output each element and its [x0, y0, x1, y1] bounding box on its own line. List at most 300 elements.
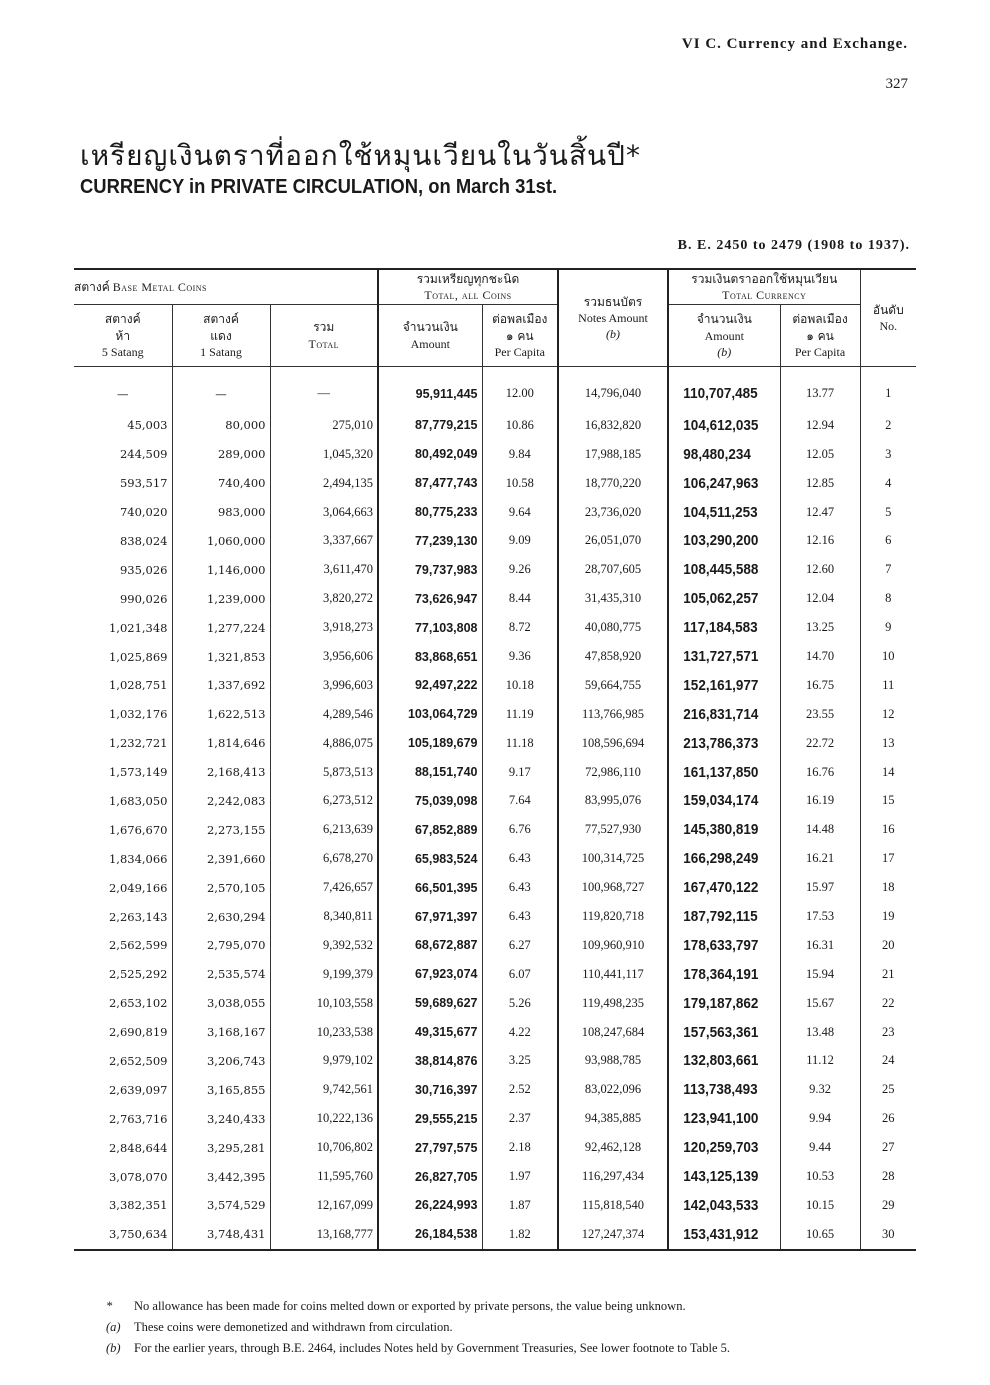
cell-1-satang: 1,060,000	[172, 527, 270, 556]
cell-coins-total: 3,820,272	[270, 584, 378, 613]
cell-currency-per-capita: 12.16	[780, 527, 860, 556]
cell-currency-amount: 161,137,850	[668, 758, 769, 787]
cell-coins-per-capita: 11.19	[482, 700, 558, 729]
cell-notes-amount: 14,796,040	[558, 366, 668, 411]
cell-1-satang: 1,622,513	[172, 700, 270, 729]
cell-coins-per-capita: 6.43	[482, 873, 558, 902]
cell-currency-per-capita: 10.65	[780, 1220, 860, 1250]
table-row	[74, 671, 916, 700]
cell-currency-per-capita: 16.19	[780, 787, 860, 816]
table-row	[74, 366, 916, 411]
cell-currency-amount: 123,941,100	[668, 1104, 769, 1133]
header-notes: รวมธนบัตร Notes Amount (b)	[558, 269, 668, 366]
cell-row-no: 8	[860, 584, 916, 613]
cell-currency-amount: 178,633,797	[668, 931, 769, 960]
cell-row-no: 10	[860, 642, 916, 671]
table-row	[74, 931, 916, 960]
cell-5-satang: 2,652,509	[108, 1053, 168, 1068]
table-row	[74, 960, 916, 989]
cell-currency-per-capita: 9.44	[780, 1133, 860, 1162]
cell-1-satang: 1,239,000	[172, 584, 270, 613]
header-base-metal-coins: สตางค์ Base Metal Coins	[74, 269, 378, 305]
currency-table-container	[74, 268, 916, 1251]
cell-1-satang: 3,165,855	[172, 1075, 270, 1104]
cell-currency-per-capita: 13.77	[780, 366, 860, 411]
cell-5-satang: 2,653,102	[108, 996, 168, 1011]
cell-coins-amount: 79,737,983	[378, 555, 482, 584]
cell-currency-amount: 132,803,661	[668, 1047, 769, 1076]
cell-currency-amount: 159,034,174	[668, 787, 769, 816]
cell-coins-per-capita: 1.87	[482, 1191, 558, 1220]
cell-coins-per-capita: 10.86	[482, 411, 558, 440]
cell-notes-amount: 92,462,128	[558, 1133, 668, 1162]
cell-coins-per-capita: 10.18	[482, 671, 558, 700]
cell-1-satang: 3,295,281	[172, 1133, 270, 1162]
cell-currency-amount: 152,161,977	[668, 671, 769, 700]
cell-coins-total: 3,996,603	[270, 671, 378, 700]
cell-coins-total: 1,045,320	[270, 440, 378, 469]
cell-coins-total: 4,886,075	[270, 729, 378, 758]
cell-row-no: 14	[860, 758, 916, 787]
cell-currency-per-capita: 10.15	[780, 1191, 860, 1220]
cell-1-satang: 3,168,167	[172, 1018, 270, 1047]
cell-5-satang: 2,690,819	[108, 1025, 168, 1040]
cell-currency-amount: 216,831,714	[668, 700, 769, 729]
cell-coins-amount: 30,716,397	[378, 1075, 482, 1104]
table-row	[74, 1191, 916, 1220]
cell-currency-amount: 104,612,035	[668, 411, 769, 440]
cell-notes-amount: 23,736,020	[558, 498, 668, 527]
cell-1-satang: 3,442,395	[172, 1162, 270, 1191]
table-row	[74, 758, 916, 787]
table-row	[74, 700, 916, 729]
cell-coins-per-capita: 6.27	[482, 931, 558, 960]
header-total-currency: รวมเงินตราออกใช้หมุนเวียน Total Currency	[668, 269, 860, 305]
cell-row-no: 23	[860, 1018, 916, 1047]
cell-1-satang: —	[172, 366, 270, 411]
cell-row-no: 22	[860, 989, 916, 1018]
cell-5-satang: —	[117, 386, 129, 401]
cell-coins-total: 6,678,270	[270, 844, 378, 873]
cell-1-satang: 1,337,692	[172, 671, 270, 700]
table-row	[74, 1075, 916, 1104]
cell-coins-amount: 66,501,395	[378, 873, 482, 902]
cell-coins-amount: 105,189,679	[378, 729, 482, 758]
cell-1-satang: 2,168,413	[172, 758, 270, 787]
cell-row-no: 15	[860, 787, 916, 816]
cell-notes-amount: 59,664,755	[558, 671, 668, 700]
cell-notes-amount: 47,858,920	[558, 642, 668, 671]
cell-notes-amount: 40,080,775	[558, 613, 668, 642]
cell-coins-amount: 26,827,705	[378, 1162, 482, 1191]
table-row	[74, 411, 916, 440]
cell-row-no: 7	[860, 555, 916, 584]
cell-coins-amount: 59,689,627	[378, 989, 482, 1018]
cell-coins-total: 13,168,777	[270, 1220, 378, 1250]
cell-coins-amount: 103,064,729	[378, 700, 482, 729]
cell-5-satang: 2,525,292	[108, 967, 168, 982]
period-label: B. E. 2450 to 2479 (1908 to 1937).	[677, 238, 910, 253]
cell-coins-per-capita: 12.00	[482, 366, 558, 411]
cell-coins-amount: 80,775,233	[378, 498, 482, 527]
cell-1-satang: 740,400	[172, 469, 270, 498]
cell-coins-total: 6,213,639	[270, 815, 378, 844]
cell-coins-per-capita: 8.44	[482, 584, 558, 613]
cell-coins-amount: 65,983,524	[378, 844, 482, 873]
cell-5-satang: 3,382,351	[108, 1198, 168, 1213]
footnotes	[106, 1296, 924, 1359]
cell-coins-per-capita: 1.82	[482, 1220, 558, 1250]
cell-notes-amount: 110,441,117	[558, 960, 668, 989]
header-total-all-coins: รวมเหรียญทุกชะนิด Total, all Coins	[378, 269, 558, 305]
cell-coins-per-capita: 6.43	[482, 902, 558, 931]
cell-row-no: 18	[860, 873, 916, 902]
cell-coins-total: 8,340,811	[270, 902, 378, 931]
table-row	[74, 469, 916, 498]
cell-notes-amount: 16,832,820	[558, 411, 668, 440]
cell-1-satang: 3,748,431	[172, 1220, 270, 1250]
cell-1-satang: 2,570,105	[172, 873, 270, 902]
cell-currency-amount: 157,563,361	[668, 1018, 769, 1047]
table-row	[74, 873, 916, 902]
cell-currency-amount: 143,125,139	[668, 1162, 769, 1191]
table-row	[74, 729, 916, 758]
cell-5-satang: 2,562,599	[108, 938, 168, 953]
cell-row-no: 27	[860, 1133, 916, 1162]
cell-5-satang: 990,026	[119, 591, 168, 606]
cell-row-no: 28	[860, 1162, 916, 1191]
cell-currency-amount: 213,786,373	[668, 729, 769, 758]
header-coins-total: รวม Total	[270, 305, 378, 367]
cell-coins-total: 2,494,135	[270, 469, 378, 498]
cell-row-no: 9	[860, 613, 916, 642]
cell-notes-amount: 83,022,096	[558, 1075, 668, 1104]
cell-coins-per-capita: 6.07	[482, 960, 558, 989]
cell-coins-total: 275,010	[270, 411, 378, 440]
footnote-b: (b) For the earlier years, through B.E. 2464, includes Notes held by Government Treasuries, See lower footnote to Table 5.	[106, 1341, 730, 1355]
cell-notes-amount: 113,766,985	[558, 700, 668, 729]
cell-coins-amount: 26,224,993	[378, 1191, 482, 1220]
cell-1-satang: 2,630,294	[172, 902, 270, 931]
cell-row-no: 20	[860, 931, 916, 960]
cell-coins-per-capita: 2.37	[482, 1104, 558, 1133]
cell-5-satang: 2,263,143	[108, 909, 168, 924]
cell-coins-per-capita: 9.84	[482, 440, 558, 469]
cell-currency-amount: 120,259,703	[668, 1133, 769, 1162]
header-coins-amount: จำนวนเงิน Amount	[378, 305, 482, 367]
table-row	[74, 498, 916, 527]
cell-row-no: 2	[860, 411, 916, 440]
cell-notes-amount: 116,297,434	[558, 1162, 668, 1191]
cell-coins-amount: 38,814,876	[378, 1047, 482, 1076]
cell-row-no: 26	[860, 1104, 916, 1133]
cell-row-no: 3	[860, 440, 916, 469]
cell-coins-total: 9,742,561	[270, 1075, 378, 1104]
cell-coins-amount: 95,911,445	[378, 366, 482, 411]
section-header: VI C. Currency and Exchange.	[681, 36, 908, 52]
cell-notes-amount: 100,968,727	[558, 873, 668, 902]
cell-coins-total: 12,167,099	[270, 1191, 378, 1220]
cell-5-satang: 1,232,721	[108, 736, 168, 751]
cell-row-no: 16	[860, 815, 916, 844]
cell-coins-total: 3,337,667	[270, 527, 378, 556]
cell-5-satang: 593,517	[119, 476, 168, 491]
cell-coins-per-capita: 6.43	[482, 844, 558, 873]
cell-5-satang: 1,021,348	[108, 620, 168, 635]
cell-1-satang: 3,240,433	[172, 1104, 270, 1133]
cell-row-no: 30	[860, 1220, 916, 1250]
cell-coins-total: 3,064,663	[270, 498, 378, 527]
footnote-asterisk: * No allowance has been made for coins melted down or exported by private persons, the value being unknown.	[106, 1299, 686, 1313]
cell-notes-amount: 83,995,076	[558, 787, 668, 816]
cell-currency-per-capita: 16.75	[780, 671, 860, 700]
cell-1-satang: 2,391,660	[172, 844, 270, 873]
cell-coins-amount: 49,315,677	[378, 1018, 482, 1047]
cell-1-satang: 3,206,743	[172, 1047, 270, 1076]
cell-coins-amount: 77,239,130	[378, 527, 482, 556]
cell-5-satang: 1,676,670	[108, 822, 168, 837]
cell-coins-per-capita: 2.18	[482, 1133, 558, 1162]
cell-currency-amount: 178,364,191	[668, 960, 769, 989]
cell-currency-per-capita: 17.53	[780, 902, 860, 931]
cell-5-satang: 1,028,751	[108, 678, 168, 693]
cell-coins-amount: 68,672,887	[378, 931, 482, 960]
cell-coins-total: 6,273,512	[270, 787, 378, 816]
cell-currency-amount: 187,792,115	[668, 902, 769, 931]
header-1-satang: สตางค์ แดง 1 Satang	[172, 305, 270, 367]
cell-currency-per-capita: 9.32	[780, 1075, 860, 1104]
cell-notes-amount: 17,988,185	[558, 440, 668, 469]
cell-coins-per-capita: 9.26	[482, 555, 558, 584]
title-english: CURRENCY in PRIVATE CIRCULATION, on March 31st.	[80, 176, 558, 198]
cell-coins-amount: 26,184,538	[378, 1220, 482, 1250]
cell-coins-amount: 29,555,215	[378, 1104, 482, 1133]
cell-coins-amount: 67,923,074	[378, 960, 482, 989]
cell-notes-amount: 94,385,885	[558, 1104, 668, 1133]
cell-coins-total: 5,873,513	[270, 758, 378, 787]
cell-5-satang: 45,003	[127, 418, 168, 433]
cell-currency-per-capita: 16.76	[780, 758, 860, 787]
table-row	[74, 815, 916, 844]
cell-coins-amount: 87,779,215	[378, 411, 482, 440]
cell-currency-per-capita: 22.72	[780, 729, 860, 758]
cell-5-satang: 3,078,070	[108, 1169, 168, 1184]
page-number: 327	[885, 76, 908, 92]
cell-1-satang: 2,535,574	[172, 960, 270, 989]
cell-5-satang: 1,834,066	[108, 851, 168, 866]
table-row	[74, 527, 916, 556]
cell-currency-amount: 179,187,862	[668, 989, 769, 1018]
cell-coins-amount: 73,626,947	[378, 584, 482, 613]
cell-1-satang: 1,321,853	[172, 642, 270, 671]
table-row	[74, 440, 916, 469]
cell-notes-amount: 108,247,684	[558, 1018, 668, 1047]
cell-5-satang: 2,049,166	[108, 880, 168, 895]
cell-row-no: 6	[860, 527, 916, 556]
cell-coins-amount: 87,477,743	[378, 469, 482, 498]
cell-coins-amount: 80,492,049	[378, 440, 482, 469]
cell-currency-amount: 110,707,485	[668, 366, 769, 411]
cell-currency-per-capita: 12.94	[780, 411, 860, 440]
cell-coins-per-capita: 9.09	[482, 527, 558, 556]
cell-currency-per-capita: 16.21	[780, 844, 860, 873]
cell-5-satang: 2,639,097	[108, 1082, 168, 1097]
table-row	[74, 1047, 916, 1076]
cell-5-satang: 3,750,634	[108, 1227, 168, 1242]
cell-coins-total: 9,199,379	[270, 960, 378, 989]
table-row	[74, 1220, 916, 1250]
cell-coins-per-capita: 4.22	[482, 1018, 558, 1047]
cell-row-no: 17	[860, 844, 916, 873]
cell-currency-amount: 104,511,253	[668, 498, 769, 527]
table-row	[74, 613, 916, 642]
cell-currency-amount: 106,247,963	[668, 469, 769, 498]
cell-5-satang: 244,509	[119, 447, 168, 462]
cell-currency-amount: 131,727,571	[668, 642, 769, 671]
table-header	[74, 269, 916, 366]
cell-row-no: 25	[860, 1075, 916, 1104]
cell-coins-amount: 83,868,651	[378, 642, 482, 671]
cell-1-satang: 1,277,224	[172, 613, 270, 642]
cell-coins-per-capita: 11.18	[482, 729, 558, 758]
cell-5-satang: 1,025,869	[108, 649, 168, 664]
cell-coins-total: —	[270, 366, 378, 411]
cell-5-satang: 935,026	[119, 562, 168, 577]
cell-coins-per-capita: 10.58	[482, 469, 558, 498]
cell-coins-amount: 67,971,397	[378, 902, 482, 931]
cell-notes-amount: 115,818,540	[558, 1191, 668, 1220]
cell-currency-per-capita: 15.67	[780, 989, 860, 1018]
title-thai: เหรียญเงินตราที่ออกใช้หมุนเวียนในวันสิ้นปี*	[80, 139, 641, 172]
table-row	[74, 844, 916, 873]
table-row	[74, 902, 916, 931]
cell-row-no: 21	[860, 960, 916, 989]
cell-coins-total: 10,222,136	[270, 1104, 378, 1133]
currency-table	[74, 268, 916, 1251]
cell-coins-amount: 75,039,098	[378, 787, 482, 816]
cell-currency-per-capita: 11.12	[780, 1047, 860, 1076]
cell-1-satang: 1,146,000	[172, 555, 270, 584]
cell-row-no: 19	[860, 902, 916, 931]
cell-currency-per-capita: 16.31	[780, 931, 860, 960]
cell-currency-per-capita: 12.05	[780, 440, 860, 469]
cell-1-satang: 1,814,646	[172, 729, 270, 758]
cell-coins-total: 3,956,606	[270, 642, 378, 671]
cell-notes-amount: 18,770,220	[558, 469, 668, 498]
cell-coins-amount: 88,151,740	[378, 758, 482, 787]
cell-currency-per-capita: 14.70	[780, 642, 860, 671]
cell-coins-total: 7,426,657	[270, 873, 378, 902]
cell-coins-total: 10,233,538	[270, 1018, 378, 1047]
cell-1-satang: 3,574,529	[172, 1191, 270, 1220]
cell-5-satang: 1,573,149	[108, 765, 168, 780]
cell-1-satang: 2,242,083	[172, 787, 270, 816]
cell-coins-amount: 27,797,575	[378, 1133, 482, 1162]
cell-1-satang: 80,000	[172, 411, 270, 440]
header-currency-amount: จำนวนเงิน Amount (b)	[668, 305, 780, 367]
cell-5-satang: 2,763,716	[108, 1111, 168, 1126]
cell-currency-amount: 103,290,200	[668, 527, 769, 556]
cell-coins-per-capita: 9.17	[482, 758, 558, 787]
cell-currency-per-capita: 23.55	[780, 700, 860, 729]
table-row	[74, 555, 916, 584]
header-currency-per-capita: ต่อพลเมือง ๑ คน Per Capita	[780, 305, 860, 367]
cell-coins-total: 3,918,273	[270, 613, 378, 642]
cell-5-satang: 1,683,050	[108, 793, 168, 808]
cell-currency-amount: 166,298,249	[668, 844, 769, 873]
cell-1-satang: 3,038,055	[172, 989, 270, 1018]
cell-coins-total: 3,611,470	[270, 555, 378, 584]
cell-currency-amount: 145,380,819	[668, 815, 769, 844]
cell-currency-amount: 113,738,493	[668, 1075, 769, 1104]
cell-5-satang: 838,024	[119, 533, 168, 548]
cell-coins-per-capita: 9.36	[482, 642, 558, 671]
cell-row-no: 24	[860, 1047, 916, 1076]
cell-currency-per-capita: 13.25	[780, 613, 860, 642]
header-coins-per-capita: ต่อพลเมือง ๑ คน Per Capita	[482, 305, 558, 367]
cell-1-satang: 2,795,070	[172, 931, 270, 960]
table-row	[74, 1162, 916, 1191]
cell-notes-amount: 108,596,694	[558, 729, 668, 758]
cell-5-satang: 1,032,176	[108, 707, 168, 722]
table-body	[74, 366, 916, 1249]
cell-row-no: 11	[860, 671, 916, 700]
cell-notes-amount: 100,314,725	[558, 844, 668, 873]
cell-notes-amount: 26,051,070	[558, 527, 668, 556]
table-row	[74, 642, 916, 671]
cell-currency-amount: 167,470,122	[668, 873, 769, 902]
cell-1-satang: 2,273,155	[172, 815, 270, 844]
cell-notes-amount: 31,435,310	[558, 584, 668, 613]
cell-currency-per-capita: 13.48	[780, 1018, 860, 1047]
cell-currency-amount: 108,445,588	[668, 555, 769, 584]
cell-currency-amount: 105,062,257	[668, 584, 769, 613]
cell-currency-amount: 142,043,533	[668, 1191, 769, 1220]
table-row	[74, 989, 916, 1018]
cell-5-satang: 2,848,644	[108, 1140, 168, 1155]
table-row	[74, 1018, 916, 1047]
cell-coins-per-capita: 6.76	[482, 815, 558, 844]
cell-currency-per-capita: 12.85	[780, 469, 860, 498]
cell-notes-amount: 77,527,930	[558, 815, 668, 844]
cell-coins-per-capita: 7.64	[482, 787, 558, 816]
cell-coins-total: 10,706,802	[270, 1133, 378, 1162]
cell-notes-amount: 119,498,235	[558, 989, 668, 1018]
table-row	[74, 1133, 916, 1162]
cell-coins-per-capita: 3.25	[482, 1047, 558, 1076]
cell-coins-per-capita: 2.52	[482, 1075, 558, 1104]
cell-coins-per-capita: 9.64	[482, 498, 558, 527]
cell-coins-amount: 67,852,889	[378, 815, 482, 844]
cell-coins-per-capita: 8.72	[482, 613, 558, 642]
cell-row-no: 29	[860, 1191, 916, 1220]
cell-currency-per-capita: 12.47	[780, 498, 860, 527]
cell-currency-amount: 98,480,234	[668, 440, 769, 469]
cell-notes-amount: 28,707,605	[558, 555, 668, 584]
cell-row-no: 1	[860, 366, 916, 411]
cell-coins-per-capita: 5.26	[482, 989, 558, 1018]
cell-coins-per-capita: 1.97	[482, 1162, 558, 1191]
cell-notes-amount: 93,988,785	[558, 1047, 668, 1076]
cell-notes-amount: 109,960,910	[558, 931, 668, 960]
header-no: อันดับ No.	[860, 269, 916, 366]
cell-row-no: 4	[860, 469, 916, 498]
cell-coins-total: 4,289,546	[270, 700, 378, 729]
cell-notes-amount: 127,247,374	[558, 1220, 668, 1250]
cell-currency-per-capita: 14.48	[780, 815, 860, 844]
cell-currency-per-capita: 12.60	[780, 555, 860, 584]
cell-row-no: 12	[860, 700, 916, 729]
